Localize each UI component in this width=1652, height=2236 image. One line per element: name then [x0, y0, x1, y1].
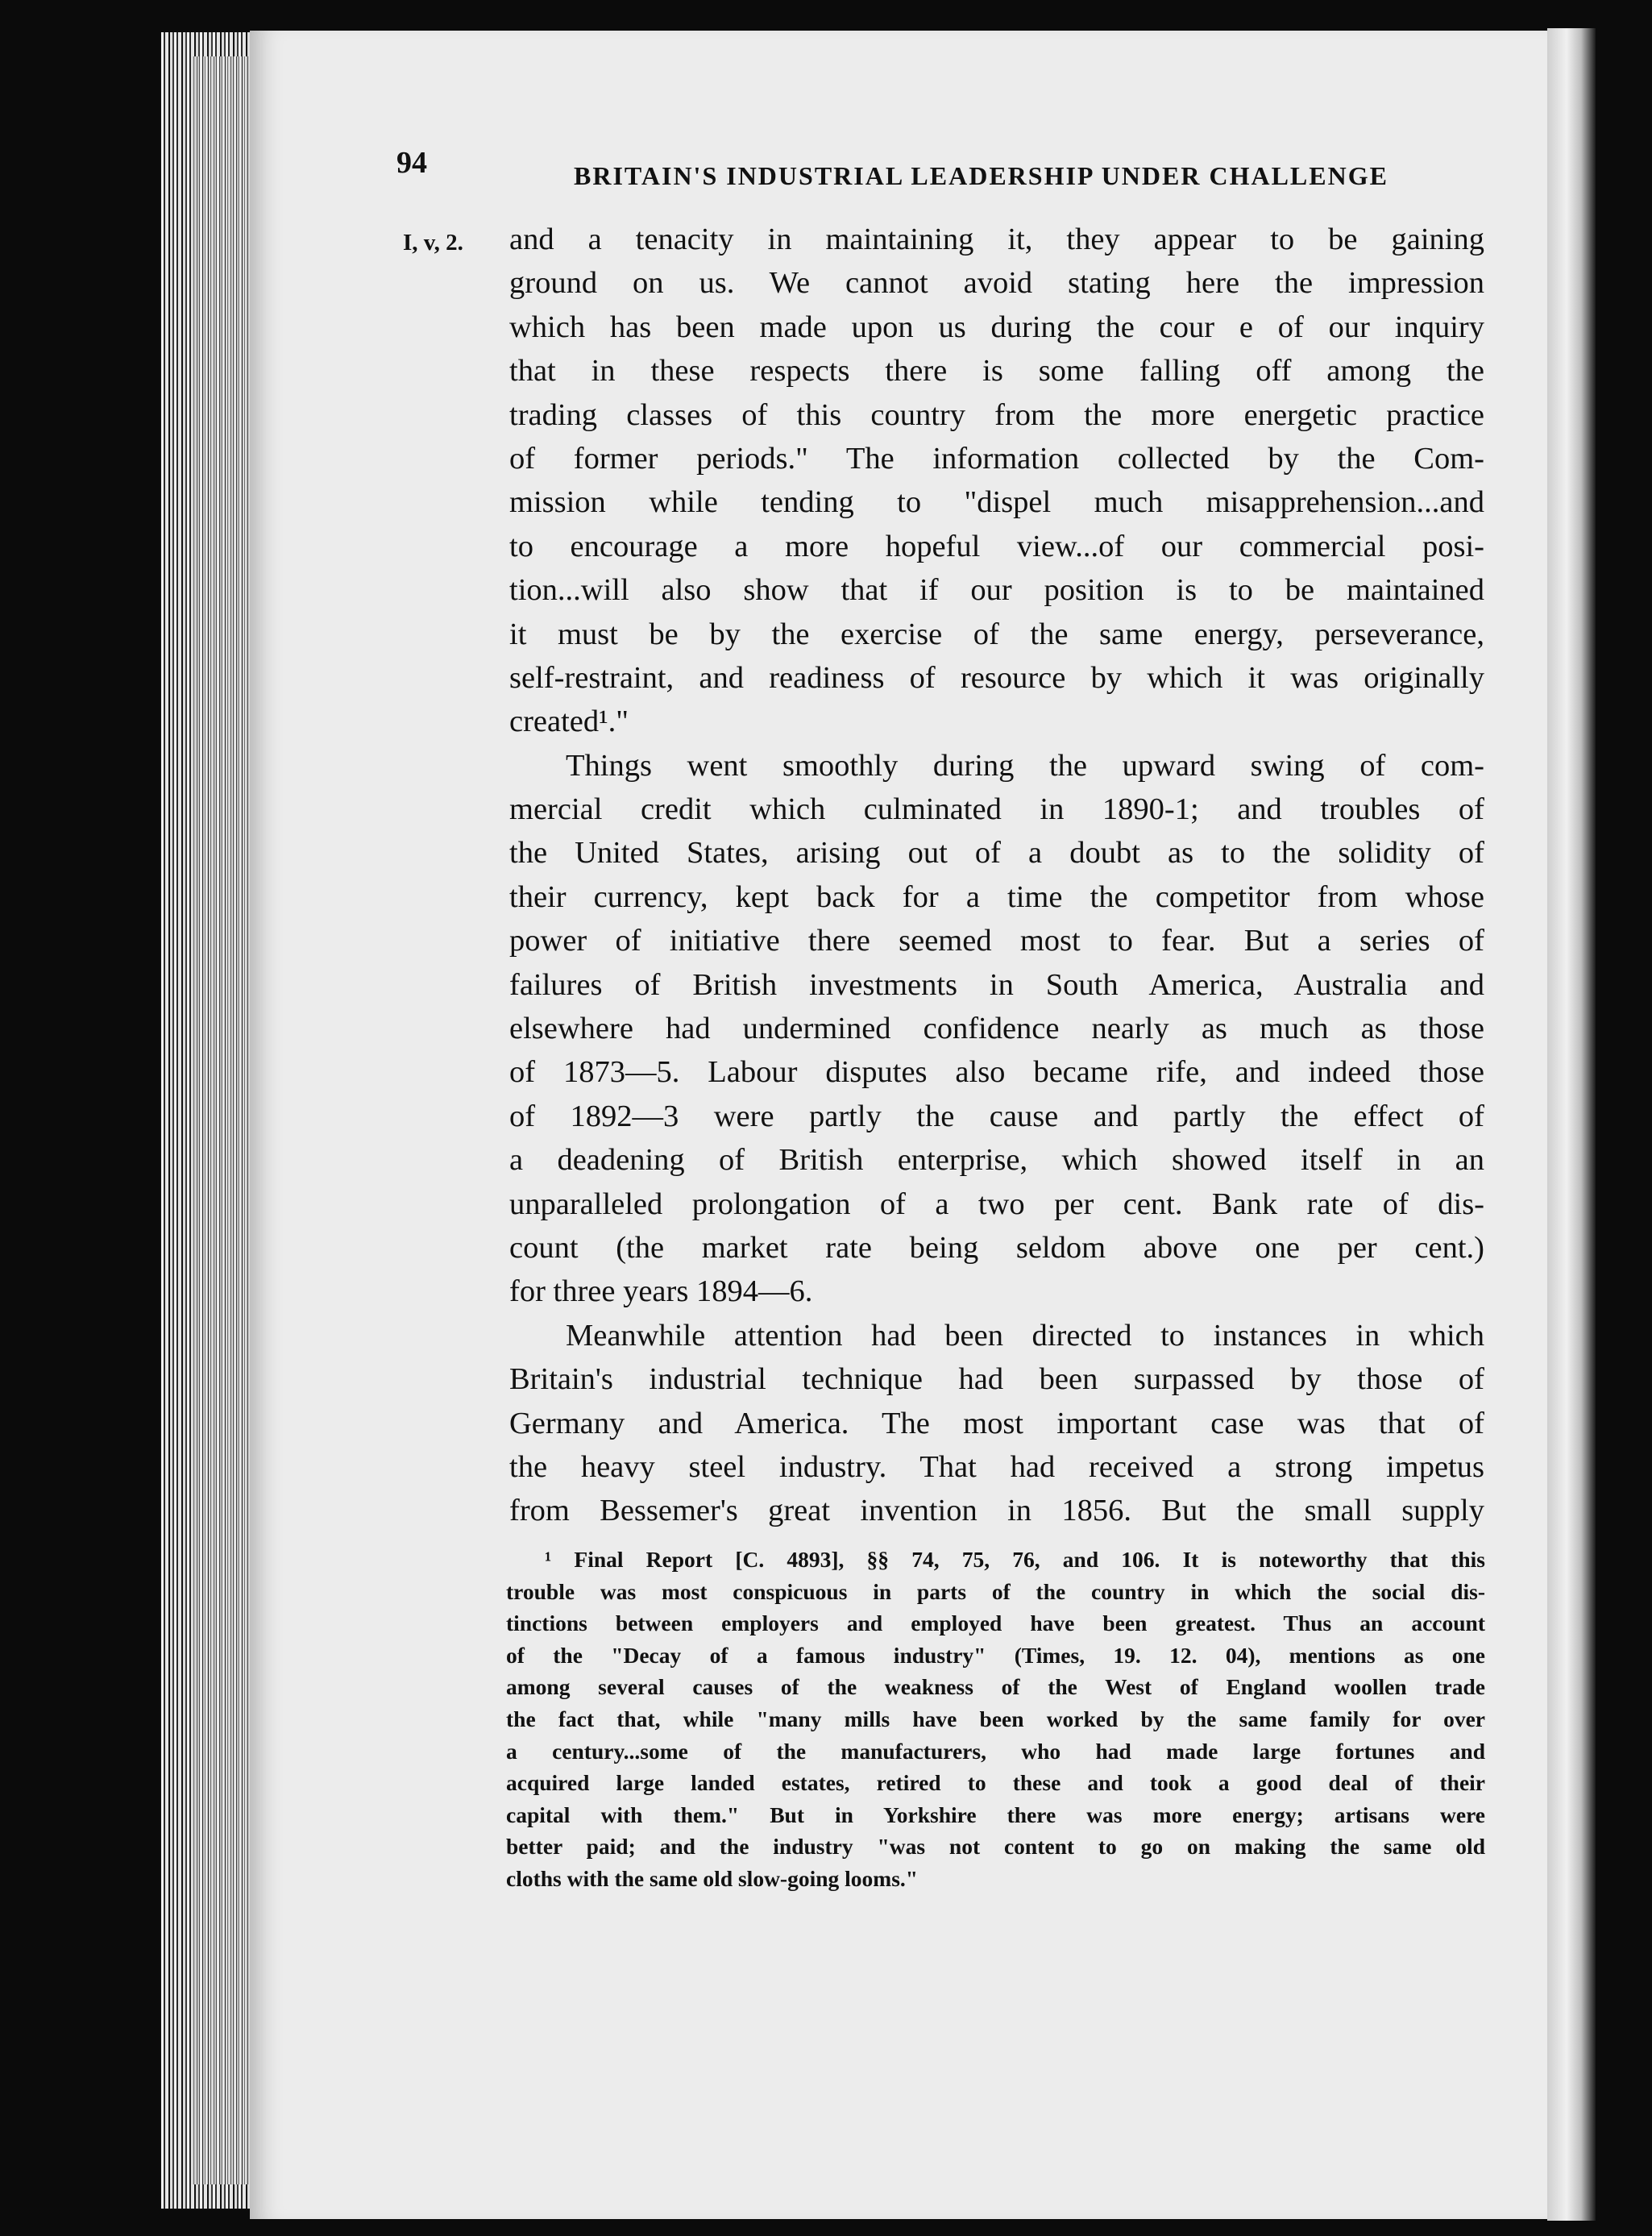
body-line: power of initiative there seemed most to fear. But a series of — [509, 924, 1484, 958]
body-line: elsewhere had undermined confidence nearly as much as those — [509, 1012, 1484, 1046]
footnote-line: a century...some of the manufacturers, who had made large fortunes and — [506, 1738, 1485, 1764]
body-line: trading classes of this country from the more energetic practice — [509, 397, 1484, 432]
footnote-line: cloths with the same old slow-going looms." — [506, 1865, 919, 1891]
footnotes — [506, 1544, 1485, 1895]
paragraph-first-line: Things went smoothly during the upward swing of com- — [566, 748, 1484, 783]
footnote-line: ¹ Final Report [C. 4893], §§ 74, 75, 76, and 106. It is noteworthy that this — [545, 1547, 1485, 1572]
body-line: mercial credit which culminated in 1890-1; and troubles of — [509, 792, 1484, 827]
body-line: of 1892—3 were partly the cause and partly the effect of — [509, 1099, 1484, 1133]
footnote-line: among several causes of the weakness of the West of England woollen trade — [506, 1674, 1485, 1700]
running-head: BRITAIN'S INDUSTRIAL LEADERSHIP UNDER CHALLENGE — [574, 161, 1388, 190]
body-line: a deadening of British enterprise, which showed itself in an — [509, 1143, 1484, 1178]
body-line: tion...will also show that if our position is to be maintained — [509, 573, 1484, 608]
footnote-line: better paid; and the industry "was not content to go on making the same old — [506, 1834, 1485, 1860]
body-line: self-restraint, and readiness of resource by which it was originally — [509, 660, 1484, 695]
body-text — [509, 218, 1484, 1533]
body-line: their currency, kept back for a time the competitor from whose — [509, 879, 1484, 914]
body-line: that in these respects there is some falling off among the — [509, 354, 1484, 389]
body-line: and a tenacity in maintaining it, they appear to be gaining — [509, 222, 1484, 256]
footnote-line: the fact that, while "many mills have been worked by the same family for over — [506, 1706, 1485, 1731]
page-number: 94 — [396, 146, 427, 180]
book-right-edge — [1547, 28, 1596, 2221]
body-line: for three years 1894—6. — [509, 1274, 813, 1309]
footnote-line: of the "Decay of a famous industry" (Times, 19. 12. 04), mentions as one — [506, 1642, 1485, 1668]
body-line: the heavy steel industry. That had received a strong impetus — [509, 1449, 1484, 1484]
body-line: failures of British investments in South America, Australia and — [509, 967, 1484, 1002]
body-line: unparalleled prolongation of a two per cent. Bank rate of dis- — [509, 1187, 1484, 1221]
body-line: of 1873—5. Labour disputes also became rife, and indeed those — [509, 1055, 1484, 1090]
body-line: mission while tending to "dispel much misapprehension...and — [509, 485, 1484, 520]
body-line: it must be by the exercise of the same energy, perseverance, — [509, 617, 1484, 651]
body-line: ground on us. We cannot avoid stating here the impression — [509, 266, 1484, 301]
book-page-edges-inner — [192, 56, 248, 2184]
body-line: which has been made upon us during the cour e of our inquiry — [509, 310, 1484, 344]
body-line: count (the market rate being seldom above one per cent.) — [509, 1230, 1484, 1265]
paragraph-first-line: Meanwhile attention had been directed to instances in which — [566, 1318, 1484, 1353]
margin-note: I, v, 2. — [403, 230, 463, 256]
body-line: Britain's industrial technique had been surpassed by those of — [509, 1362, 1484, 1397]
body-line: the United States, arising out of a doubt as to the solidity of — [509, 836, 1484, 871]
body-line: created¹." — [509, 704, 629, 739]
footnote-line: capital with them." But in Yorkshire there was more energy; artisans were — [506, 1802, 1485, 1827]
footnote-line: acquired large landed estates, retired to these and took a good deal of their — [506, 1770, 1485, 1796]
footnote-line: tinctions between employers and employed have been greatest. Thus an account — [506, 1611, 1485, 1636]
body-line: of former periods." The information collected by the Com- — [509, 441, 1484, 476]
body-line: from Bessemer's great invention in 1856. But the small supply — [509, 1494, 1484, 1528]
footnote-line: trouble was most conspicuous in parts of the country in which the social dis- — [506, 1578, 1485, 1604]
body-line: to encourage a more hopeful view...of our commercial posi- — [509, 529, 1484, 563]
body-line: Germany and America. The most important case was that of — [509, 1406, 1484, 1440]
